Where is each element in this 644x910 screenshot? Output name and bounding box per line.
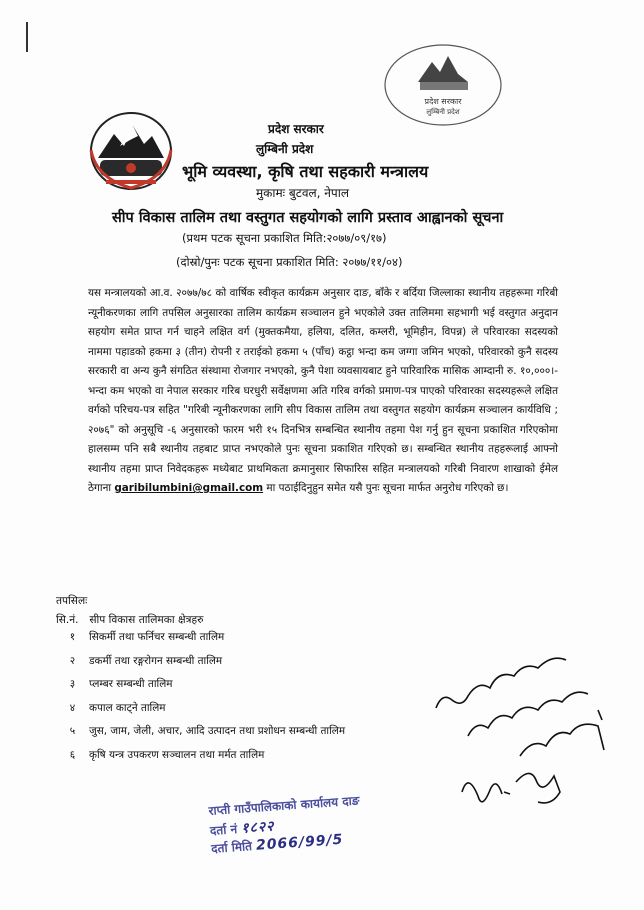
darta-number-value: १८२२ <box>240 818 275 837</box>
office-location: मुकामः बुटवल, नेपाल <box>256 186 349 200</box>
registration-stamp <box>208 785 452 872</box>
column-training-area: सीप विकास तालिमका क्षेत्रहरु <box>89 614 204 626</box>
item-number: ५ <box>69 725 76 737</box>
item-label: कपाल काट्ने तालिम <box>89 701 166 714</box>
list-item <box>56 748 456 772</box>
item-label: प्लम्बर सम्बन्धी तालिम <box>89 678 173 690</box>
darta-date-label: दर्ता मिति <box>210 839 253 856</box>
details-heading: तपसिलः <box>56 595 88 607</box>
list-item <box>56 701 456 725</box>
item-number: ४ <box>69 701 76 714</box>
svg-text:प्रदेश सरकार: प्रदेश सरकार <box>424 97 462 106</box>
item-label: डकर्मी तथा रङ्गरोगन सम्बन्धी तालिम <box>89 654 223 667</box>
list-item <box>56 724 456 748</box>
province-name: लुम्बिनी प्रदेश <box>256 142 314 156</box>
stamp-office-name: राप्ती गाउँपालिकाको कार्यालय दाङ <box>208 793 360 818</box>
notice-body <box>88 284 558 499</box>
list-item <box>56 677 456 701</box>
notice-title: सीप विकास तालिम तथा वस्तुगत सहयोगको लागि प्रस्ताव आह्वानको सूचना <box>112 210 504 226</box>
ministry-seal <box>380 42 506 128</box>
item-label: सिकर्मी तथा फर्निचर सम्बन्धी तालिम <box>89 631 225 643</box>
svg-text:लुम्बिनी प्रदेश: लुम्बिनी प्रदेश <box>426 108 460 116</box>
nepal-emblem-icon <box>86 108 176 194</box>
darta-number-label: दर्ता नं <box>209 822 238 838</box>
item-number: १ <box>69 631 76 643</box>
notice-body-closing: मा पठाईदिनुहुन समेत यसै पुनः सूचना मार्फत अनुरोध गरिएको छ। <box>266 482 509 494</box>
second-published-date: (दोस्रो/पुनः पटक सूचना प्रकाशित मिति: २०७७/११/०४) <box>176 255 403 269</box>
item-label: कृषि यन्त्र उपकरण सञ्चालन तथा मर्मत तालिम <box>89 748 265 761</box>
scan-edge-mark <box>26 22 28 52</box>
column-serial-number: सि.नं. <box>56 614 79 626</box>
government-name: प्रदेश सरकार <box>268 122 324 136</box>
ministry-name: भूमि व्यवस्था, कृषि तथा सहकारी मन्त्रालय <box>182 162 429 181</box>
training-list <box>56 630 456 771</box>
darta-date-value: 2066/99/5 <box>255 831 344 854</box>
handwritten-note <box>428 640 618 770</box>
signature <box>456 762 566 820</box>
notice-body-text: यस मन्त्रालयको आ.व. २०७७/७८ को वार्षिक स्वीकृत कार्यक्रम अनुसार दाङ, बाँके र बर्दिया जिल्लाका स्थानीय तहहरूमा गरिबी न्यूनीकरणका लागि तपसिल अनुसारका तालिम कार्यक्रम सञ्चालन हुने भएकोले उक्त तालिममा सहभागी भई वस्तुगत अनुदान सहयोग समेत प्राप्त गर्न चाहने लक्षित वर्ग (मुक्तकमैया, हलिया, दलित, कम्लरी, भूमिहीन, विपन्न) ले परिवारका सदस्यको नाममा पहाडको हकमा ३ (तीन) रोपनी र तराईको हकमा ५ (पाँच) कट्ठा भन्दा कम जग्गा जमिन भएको, परिवारको कुनै सदस्य सरकारी वा अन्य कुनै संगठित संस्थामा रोजगार नभएको, कुनै पेशा व्यवसायबाट हुने पारिवारिक मासिक आम्दानी रु. १०,०००।- भन्दा कम भएको वा नेपाल सरकार गरिब घरधुरी सर्वेक्षणमा अति गरिब वर्गको प्रमाण-पत्र पाएको परिवारका सदस्यहरूले लक्षित वर्गको परिचय-पत्र सहित "गरिबी न्यूनीकरणका लागि सीप विकास तालिम तथा वस्तुगत सहयोग कार्यक्रम सञ्चालन कार्यविधि ; २०७६" को अनुसूचि -६ अनुसारको फारम भरी १५ दिनभित्र सम्बन्धित स्थानीय तहमा पेश गर्नु हुन सूचना प्रकाशित गरिएकोमा हालसम्म पनि सबै स्थानीय तहबाट प्राप्त नभएकोले पुनः सूचना प्रकाशित गरिएको छ। सम्बन्धित स्थानीय तहहरूलाई आफ्नो स्थानीय तहमा प्राप्त निवेदकहरू मध्येबाट प्राथमिकता क्रमानुसार सिफारिस सहित मन्त्रालयको गरिबी निवारण शाखाको ईमेल ठेगाना <box>88 287 558 494</box>
list-item <box>56 630 456 654</box>
list-item <box>56 654 456 678</box>
details-columns <box>56 613 356 627</box>
item-label: जुस, जाम, जेली, अचार, आदि उत्पादन तथा प्रशोधन सम्बन्धी तालिम <box>89 725 346 737</box>
first-published-date: (प्रथम पटक सूचना प्रकाशित मिति:२०७७/०९/१७) <box>182 231 387 245</box>
item-number: ६ <box>69 748 76 761</box>
item-number: २ <box>69 654 76 667</box>
email-link[interactable]: garibilumbini@gmail.com <box>114 482 264 494</box>
item-number: ३ <box>69 678 76 690</box>
